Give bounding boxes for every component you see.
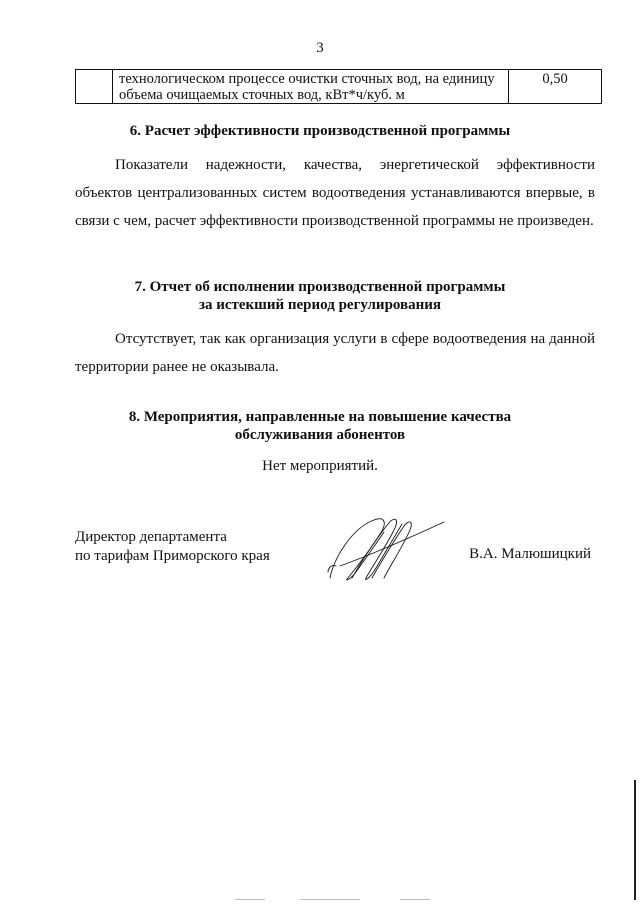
section7-heading-line2: за истекший период регулирования	[198, 297, 442, 313]
indicator-text-line2: объема очищаемых сточных вод, кВт*ч/куб. м	[119, 87, 405, 103]
signer-name: В.А. Малюшицкий	[469, 546, 591, 562]
signer-title-line2: по тарифам Приморского края	[75, 548, 270, 564]
table-cell-indicator	[113, 70, 509, 104]
signer-title	[75, 528, 270, 566]
scan-artifact	[400, 899, 430, 900]
table-cell-number	[76, 70, 113, 104]
section8-heading	[0, 408, 640, 444]
table-row	[76, 70, 602, 104]
section7-heading	[0, 278, 640, 314]
section7-heading-line1: 7. Отчет об исполнении производственной программы	[134, 279, 506, 295]
scan-artifact	[235, 899, 265, 900]
section8-text: Нет мероприятий.	[262, 458, 378, 474]
page-number: 3	[316, 40, 324, 56]
continued-table	[75, 69, 602, 104]
scan-edge-line	[634, 780, 636, 900]
signer-title-line1: Директор департамента	[75, 529, 227, 545]
section8-heading-line1: 8. Мероприятия, направленные на повышение качества	[128, 409, 512, 425]
table-cell-value: 0,50	[509, 70, 602, 104]
section6-heading: 6. Расчет эффективности производственной программы	[129, 123, 511, 139]
section6-paragraph: Показатели надежности, качества, энергетической эффективности объектов централизованных систем водоотведения устанавливаются впервые, в связи с чем, расчет эффективности производственной программы не произведен.	[75, 157, 595, 229]
section8-heading-line2: обслуживания абонентов	[234, 427, 406, 443]
indicator-text-line1: технологическом процессе очистки сточных вод, на единицу	[119, 71, 495, 87]
signature-image	[322, 508, 452, 588]
section7-paragraph: Отсутствует, так как организация услуги в сфере водоотведения на данной территории ранее не оказывала.	[75, 331, 595, 375]
scan-artifact	[300, 899, 360, 900]
